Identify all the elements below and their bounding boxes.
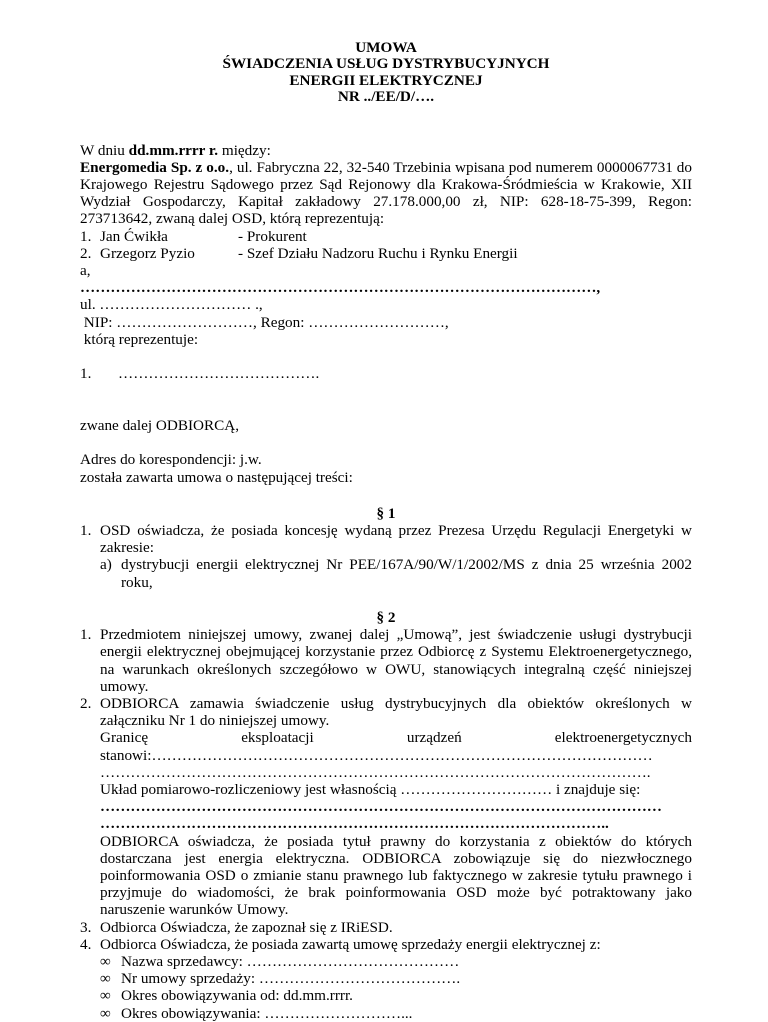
document-page xyxy=(80,40,692,1022)
customer-address-blank: ul. ………………………… ., xyxy=(80,296,263,314)
boundary-blank: ………………………………………………………………………………………………. xyxy=(100,763,651,781)
customer-representative-row: 1. …………………………………. xyxy=(80,365,320,383)
customer-nip-regon-blank: NIP: ………………………, Regon: ………………………, xyxy=(80,313,449,331)
metering-location-blank: ………………………………………………………………………………………………… xyxy=(100,798,662,816)
section-2-item: 4. Odbiorca Oświadcza, że posiada zawartą umowę sprzedaży energii elektrycznej z: xyxy=(80,935,601,953)
section-2-item: 3. Odbiorca Oświadcza, że zapoznał się z IRiESD. xyxy=(80,918,393,936)
company-name: Energomedia Sp. z o.o. xyxy=(80,158,230,176)
boundary-line: Granicę eksploatacji urządzeń elektroenergetycznych xyxy=(100,729,692,747)
title-line: ENERGII ELEKTRYCZNEJ xyxy=(289,71,483,89)
bullet-item: ∞ Nr umowy sprzedaży: …………………………………. xyxy=(100,970,461,988)
bullet-item: ∞ Nazwa sprzedawcy: …………………………………… xyxy=(100,952,460,970)
section-1-subitem: a) dystrybucji energii elektrycznej Nr PEE/167A/90/W/1/2002/MS z dnia 25 września 2002 roku, xyxy=(100,556,692,591)
section-2-heading: § 2 xyxy=(376,608,396,626)
bullet-item: ∞ Okres obowiązywania: ………………………... xyxy=(100,1004,413,1022)
representative-name: Grzegorz Pyzio xyxy=(100,244,195,262)
osd-party-description: Energomedia Sp. z o.o., ul. Fabryczna 22, 32-540 Trzebinia wpisana pod numerem 0000067731 do Krajowego Rejestru Sądowego przez Sąd Rejonowy dla Krakowa-Śródmieścia w Krakowie, XII Wydział Gospodarczy, Kapitał zakładowy 27.178.000,00 zł, NIP: 628-18-75-399, Regon: 273713642, zwaną dalej OSD, którą reprezentują: xyxy=(80,158,692,228)
representative-row: 2. Grzegorz Pyzio - Szef Działu Nadzoru Ruchu i Rynku Energii xyxy=(80,244,518,262)
title-line: UMOWA xyxy=(355,39,417,56)
customer-alias: zwane dalej ODBIORCĄ, xyxy=(80,417,240,435)
agreement-intro: została zawarta umowa o następującej treści: xyxy=(80,468,353,486)
customer-representation-label: którą reprezentuje: xyxy=(80,330,199,348)
representative-role: - Szef Działu Nadzoru Ruchu i Rynku Energii xyxy=(238,244,518,262)
infinity-bullet-icon: ∞ xyxy=(100,970,111,988)
boundary-blank: stanowi:……………………………………………………………………………………… xyxy=(100,746,653,764)
metering-location-blank: ……………………………………………………………………………………….. xyxy=(100,815,609,833)
section-1-heading: § 1 xyxy=(376,504,396,522)
contract-date: dd.mm.rrrr r. xyxy=(128,141,219,159)
infinity-bullet-icon: ∞ xyxy=(100,1004,111,1022)
conjunction: a, xyxy=(80,262,91,280)
section-2-item: 2. ODBIORCA zamawia świadczenie usług dystrybucyjnych dla obiektów określonych w załączniku Nr 1 do niniejszej umowy. xyxy=(80,694,692,730)
contract-date-line: W dniu dd.mm.rrrr r. między: xyxy=(80,141,271,159)
customer-name-blank: …………………………………………………………………………………………, xyxy=(80,279,601,297)
infinity-bullet-icon: ∞ xyxy=(100,987,111,1005)
bullet-item: ∞ Okres obowiązywania od: dd.mm.rrrr. xyxy=(100,987,353,1005)
contract-number: NR ../EE/D/…. xyxy=(337,88,435,106)
representative-role: - Prokurent xyxy=(238,227,307,245)
metering-ownership-line: Układ pomiarowo-rozliczeniowy jest własnością ………………………… i znajduje się: xyxy=(100,780,641,798)
section-1-item: 1. OSD oświadcza, że posiada koncesję wydaną przez Prezesa Urzędu Regulacji Energetyki w zakresie: xyxy=(80,522,692,557)
correspondence-address: Adres do korespondencji: j.w. xyxy=(80,451,262,469)
customer-representative-blank: …………………………………. xyxy=(118,365,320,383)
section-2-item: 1. Przedmiotem niniejszej umowy, zwanej dalej „Umową”, jest świadczenie usługi dystrybucji energii elektrycznej obejmującej korzystanie przez Odbiorcę z Systemu Elektroenergetycznego, na warunkach określonych szczegółowo w OWU, stanowiących integralną część niniejszej umowy. xyxy=(80,626,692,695)
document-title xyxy=(80,40,692,106)
representative-row: 1. Jan Ćwikła - Prokurent xyxy=(80,227,307,245)
title-line: ŚWIADCZENIA USŁUG DYSTRYBUCYJNYCH xyxy=(222,55,550,73)
representative-name: Jan Ćwikła xyxy=(100,227,168,245)
customer-legal-title-statement: ODBIORCA oświadcza, że posiada tytuł prawny do korzystania z obiektów do których dostarczana jest energia elektryczna. ODBIORCA zobowiązuje się do niezwłocznego poinformowania OSD o zmianie stanu prawnego lub faktycznego w zakresie tytułu prawnego i przyjmuje do wiadomości, że brak poinformowania OSD może być potraktowany jako naruszenie warunków Umowy. xyxy=(100,832,692,919)
infinity-bullet-icon: ∞ xyxy=(100,952,111,970)
